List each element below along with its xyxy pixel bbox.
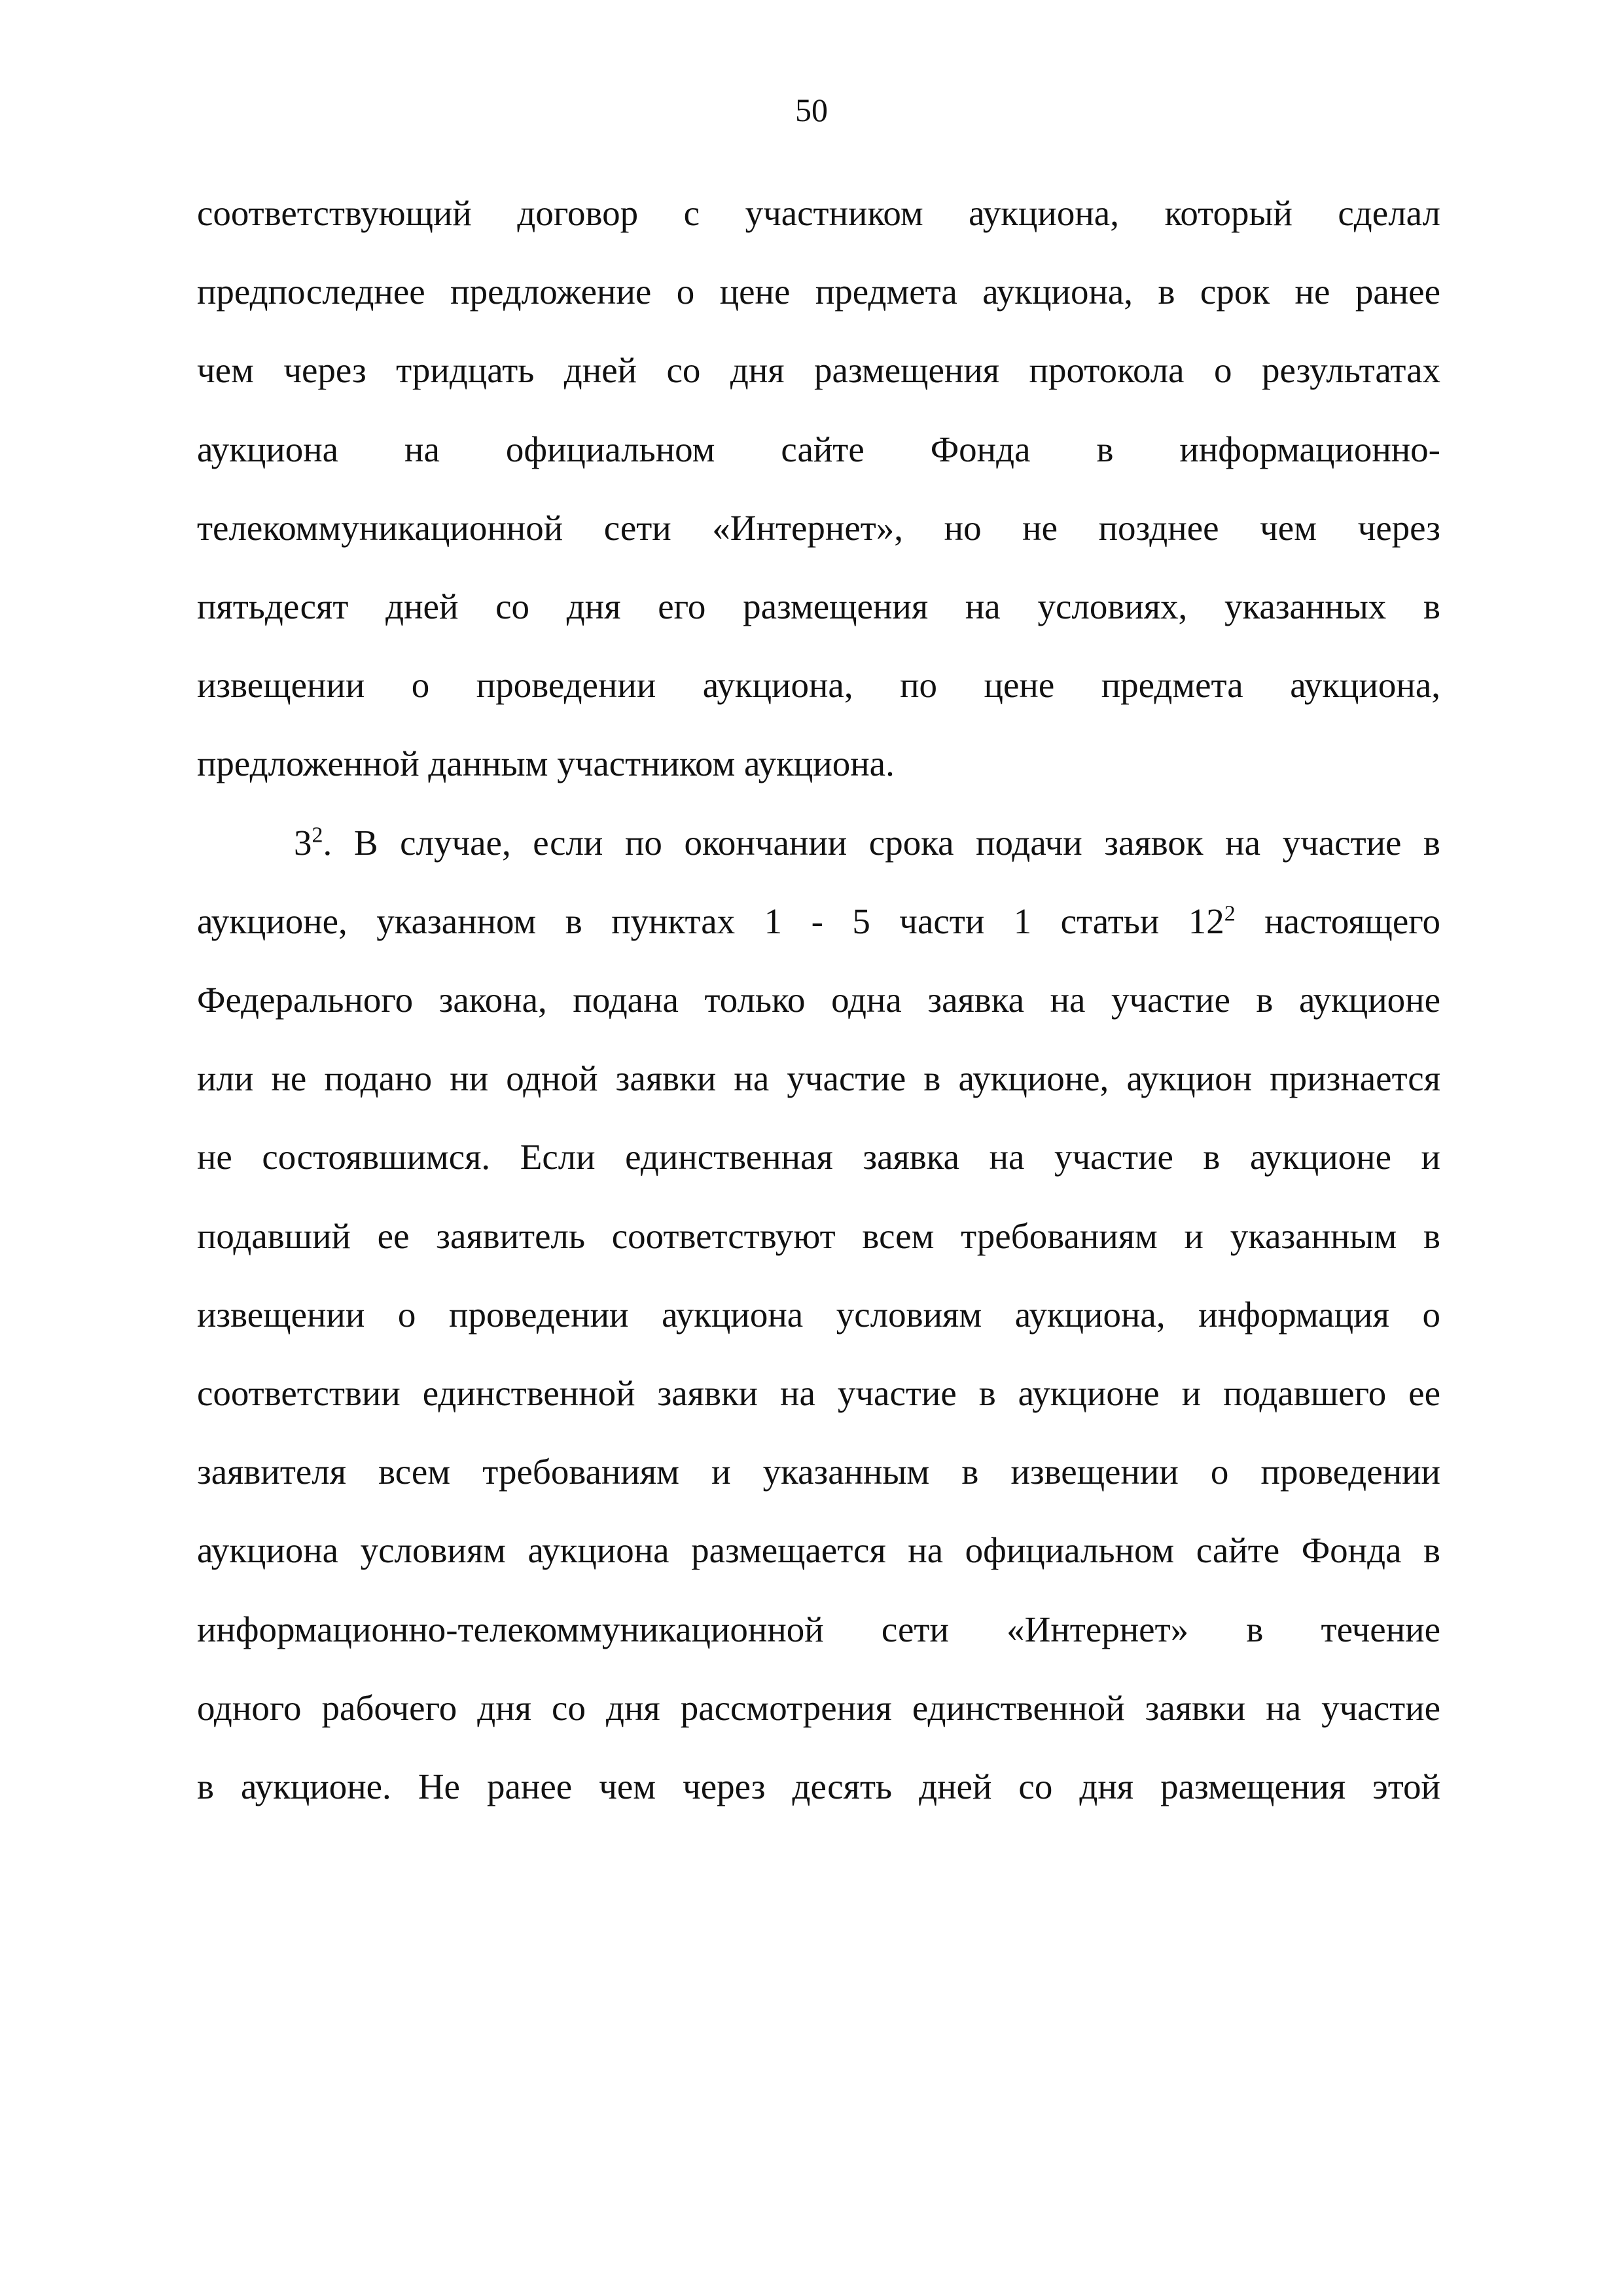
line-text: настоящего (1235, 901, 1440, 941)
paragraph-line: или не подано ни одной заявки на участие в аукционе, аукцион признается (197, 1058, 1440, 1098)
line-text: аукционе, указанном в пунктах 1 - 5 части 1 статьи 12 (197, 901, 1224, 941)
paragraph-line: информационно-телекоммуникационной сети «Интернет» в течение (197, 1609, 1440, 1649)
paragraph-line: аукциона условиям аукциона размещается на официальном сайте Фонда в (197, 1530, 1440, 1570)
paragraph-line-with-superscript (197, 820, 1440, 866)
paragraph-line: извещении о проведении аукциона, по цене предмета аукциона, (197, 665, 1440, 705)
line-text: 3 (294, 823, 312, 863)
paragraph-line: извещении о проведении аукциона условиям аукциона, информация о (197, 1295, 1440, 1335)
superscript: 2 (312, 823, 323, 848)
paragraph-line: аукциона на официальном сайте Фонда в информационно- (197, 429, 1440, 469)
paragraph-line: предложенной данным участником аукциона. (197, 744, 895, 783)
paragraph-line: не состоявшимся. Если единственная заявка на участие в аукционе и (197, 1137, 1440, 1177)
paragraph-line: в аукционе. Не ранее чем через десять дней со дня размещения этой (197, 1767, 1440, 1806)
paragraph-line: предпоследнее предложение о цене предмета аукциона, в срок не ранее (197, 272, 1440, 312)
line-text: . В случае, если по окончании срока подачи заявок на участие в (323, 823, 1440, 863)
paragraph-line: Федерального закона, подана только одна заявка на участие в аукционе (197, 980, 1440, 1020)
paragraph-line: чем через тридцать дней со дня размещения протокола о результатах (197, 350, 1440, 390)
page-number: 50 (795, 92, 828, 128)
paragraph-line: заявителя всем требованиям и указанным в извещении о проведении (197, 1452, 1440, 1492)
paragraph-line-with-superscript (197, 899, 1440, 944)
paragraph-line: соответствующий договор с участником аукциона, который сделал (197, 193, 1440, 233)
paragraph-line: одного рабочего дня со дня рассмотрения единственной заявки на участие (197, 1688, 1440, 1728)
paragraph-line: подавший ее заявитель соответствуют всем требованиям и указанным в (197, 1216, 1440, 1256)
paragraph-line: телекоммуникационной сети «Интернет», но не позднее чем через (197, 508, 1440, 548)
paragraph-line: пятьдесят дней со дня его размещения на условиях, указанных в (197, 586, 1440, 626)
superscript: 2 (1224, 901, 1236, 926)
paragraph-line: соответствии единственной заявки на участие в аукционе и подавшего ее (197, 1373, 1440, 1413)
